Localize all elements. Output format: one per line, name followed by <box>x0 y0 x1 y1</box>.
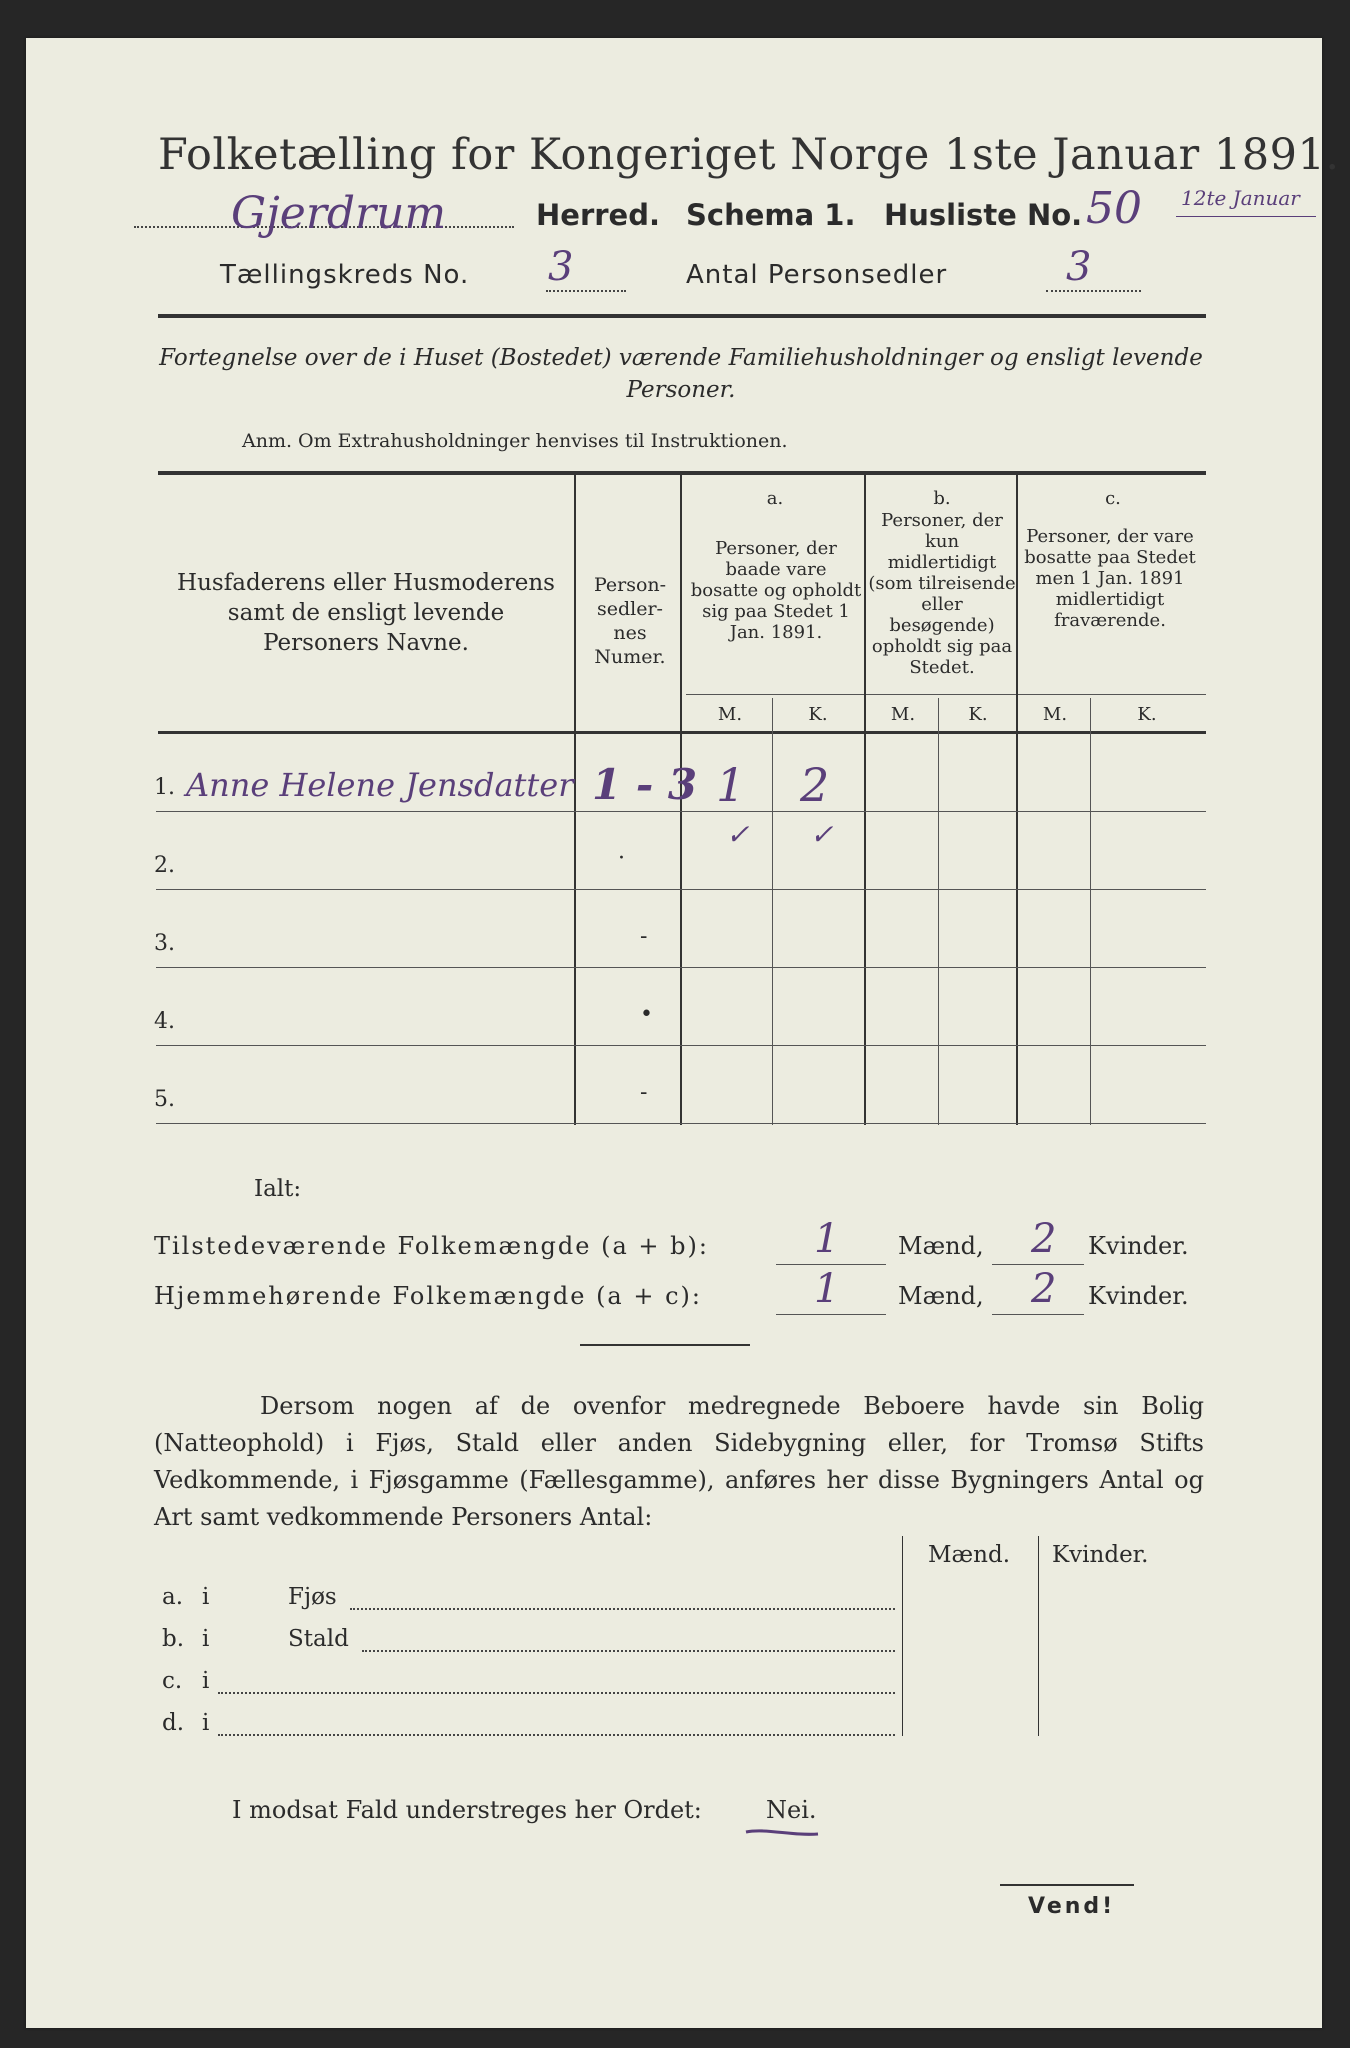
census-form-page <box>26 38 1340 2028</box>
vline-a-mk <box>772 698 773 1125</box>
row-a-m-check: ✓ <box>726 818 750 851</box>
total-line1-kvinder-value: 2 <box>1031 1216 1057 1262</box>
item-dotline <box>218 1734 895 1736</box>
col-c-header: Personer, der vare bosatte paa Stedet men 1 Jan. 1891 midlertidigt fraværende. <box>1024 526 1196 631</box>
sidebygning-paragraph: Dersom nogen af de ovenfor medregnede Beboere havde sin Bolig (Natteophold) i Fjøs, Stald eller anden Sidebygning eller, for Tromsø Stifts Vedkommende, i Fjøsgamme (Fællesgamme), anføres her disse Bygningers Antal og Art samt vedkommende Personers Antal: <box>154 1392 1204 1531</box>
kreds-value: 3 <box>548 244 574 290</box>
row-number: 1. <box>154 775 175 800</box>
header-rule <box>158 314 1206 318</box>
total-line2-kvinder-line <box>992 1314 1084 1315</box>
item-dotline <box>218 1692 895 1694</box>
row-line-2 <box>156 889 1206 890</box>
vline-bottom-2 <box>1038 1536 1039 1736</box>
vline-c-mk <box>1090 698 1091 1125</box>
kreds-dotline <box>546 290 626 292</box>
total-line1-maend-value: 1 <box>814 1216 840 1262</box>
total-line1-kvinder-label: Kvinder. <box>1088 1232 1189 1260</box>
form-title: Folketælling for Kongeriget Norge 1ste Januar 1891. <box>158 130 1340 180</box>
row-number: 4. <box>154 1009 175 1034</box>
abc-subheader-rule <box>686 694 1206 695</box>
personsedler-dotline <box>1046 290 1141 292</box>
row-a-m: 1 <box>716 758 746 812</box>
husliste-note: 12te Januar <box>1181 186 1300 210</box>
vline-name <box>574 475 576 1125</box>
row-a-k-check: ✓ <box>810 818 834 851</box>
a-k-label: K. <box>808 704 828 725</box>
table-top-rule <box>158 471 1206 475</box>
col-a-header: Personer, der baade vare bosatte og opholdt sig paa Stedet 1 Jan. 1891. <box>690 538 862 643</box>
item-label: Stald <box>288 1626 349 1652</box>
total-line1-label: Tilstedeværende Folkemængde (a + b): <box>154 1232 709 1260</box>
item-label: Fjøs <box>288 1584 337 1610</box>
item-i: i <box>202 1626 210 1652</box>
herred-handwritten: Gjerdrum <box>231 188 447 239</box>
item-dotline <box>362 1650 895 1652</box>
total-line2-maend-line <box>776 1314 886 1315</box>
c-m-label: M. <box>1042 704 1068 725</box>
kreds-label: Tællingskreds No. <box>220 260 470 290</box>
personsedler-value: 3 <box>1066 244 1092 290</box>
vline-bottom-1 <box>902 1536 903 1736</box>
nei-underline-stroke <box>742 1826 822 1846</box>
row-a-k: 2 <box>800 758 830 812</box>
col-a-letter: a. <box>766 488 784 509</box>
ialt-label: Ialt: <box>254 1176 302 1202</box>
total-line2-maend-label: Mænd, <box>898 1282 984 1310</box>
herred-label: Herred. <box>536 198 660 232</box>
row-numer: • <box>640 1002 653 1027</box>
vline-a-b <box>864 475 866 1125</box>
husliste-label: Husliste No. <box>884 198 1083 232</box>
col-numer-header: Person-sedler-nes Numer. <box>593 574 667 668</box>
vline-b-c <box>1016 475 1018 1125</box>
b-k-label: K. <box>968 704 988 725</box>
item-dotline <box>350 1608 895 1610</box>
row-numer: 1 - 3 <box>592 760 698 809</box>
total-line2-kvinder-value: 2 <box>1031 1266 1057 1312</box>
col-b-letter: b. <box>933 488 951 509</box>
row-numer: - <box>640 924 648 949</box>
row-number: 5. <box>154 1087 175 1112</box>
row-numer: · <box>618 846 625 871</box>
item-letter: d. <box>162 1710 185 1736</box>
row-number: 3. <box>154 931 175 956</box>
b-m-label: M. <box>890 704 916 725</box>
vend-rule <box>1000 1884 1134 1886</box>
vend-text: Vend! <box>1028 1894 1116 1919</box>
nei-word: Nei. <box>766 1796 817 1824</box>
row-line-1 <box>156 811 1206 812</box>
vline-b-mk <box>938 698 939 1125</box>
col-c-letter: c. <box>1105 488 1121 509</box>
intro-text: Fortegnelse over de i Huset (Bostedet) værende Familiehusholdninger og ensligt levende Personer. <box>159 345 1203 403</box>
col-name-header: Husfaderens eller Husmoderens samt de ensligt levende Personers Navne. <box>177 570 555 656</box>
total-line2-kvinder-label: Kvinder. <box>1088 1282 1189 1310</box>
totals-divider <box>580 1344 750 1346</box>
row-numer: - <box>640 1080 648 1105</box>
total-line1-kvinder-line <box>992 1264 1084 1265</box>
total-line2-label: Hjemmehørende Folkemængde (a + c): <box>154 1282 702 1310</box>
item-letter: a. <box>162 1584 184 1610</box>
anm-text: Anm. Om Extrahusholdninger henvises til Instruktionen. <box>242 430 788 452</box>
schema-label: Schema 1. <box>686 198 856 232</box>
personsedler-label: Antal Personsedler <box>686 260 948 290</box>
row-line-4 <box>156 1045 1206 1046</box>
modsat-text: I modsat Fald understreges her Ordet: <box>232 1796 702 1824</box>
table-header-rule <box>158 731 1206 734</box>
item-letter: c. <box>162 1668 183 1694</box>
husliste-note-underline <box>1176 216 1316 217</box>
total-line1-maend-label: Mænd, <box>898 1232 984 1260</box>
item-i: i <box>202 1668 210 1694</box>
item-i: i <box>202 1584 210 1610</box>
item-i: i <box>202 1710 210 1736</box>
total-line2-maend-value: 1 <box>814 1266 840 1312</box>
bottom-col-kvinder: Kvinder. <box>1052 1542 1149 1568</box>
row-number: 2. <box>154 853 175 878</box>
total-line1-maend-line <box>776 1264 886 1265</box>
row-line-5 <box>156 1123 1206 1124</box>
row-line-3 <box>156 967 1206 968</box>
a-m-label: M. <box>717 704 743 725</box>
row-name: Anne Helene Jensdatter <box>186 766 574 804</box>
bottom-col-maend: Mænd. <box>928 1542 1011 1568</box>
c-k-label: K. <box>1137 704 1157 725</box>
col-b-header: Personer, der kun midlertidigt (som tilreisende eller besøgende) opholdt sig paa Stedet. <box>868 510 1016 678</box>
item-letter: b. <box>162 1626 185 1652</box>
husliste-value: 50 <box>1086 183 1142 234</box>
